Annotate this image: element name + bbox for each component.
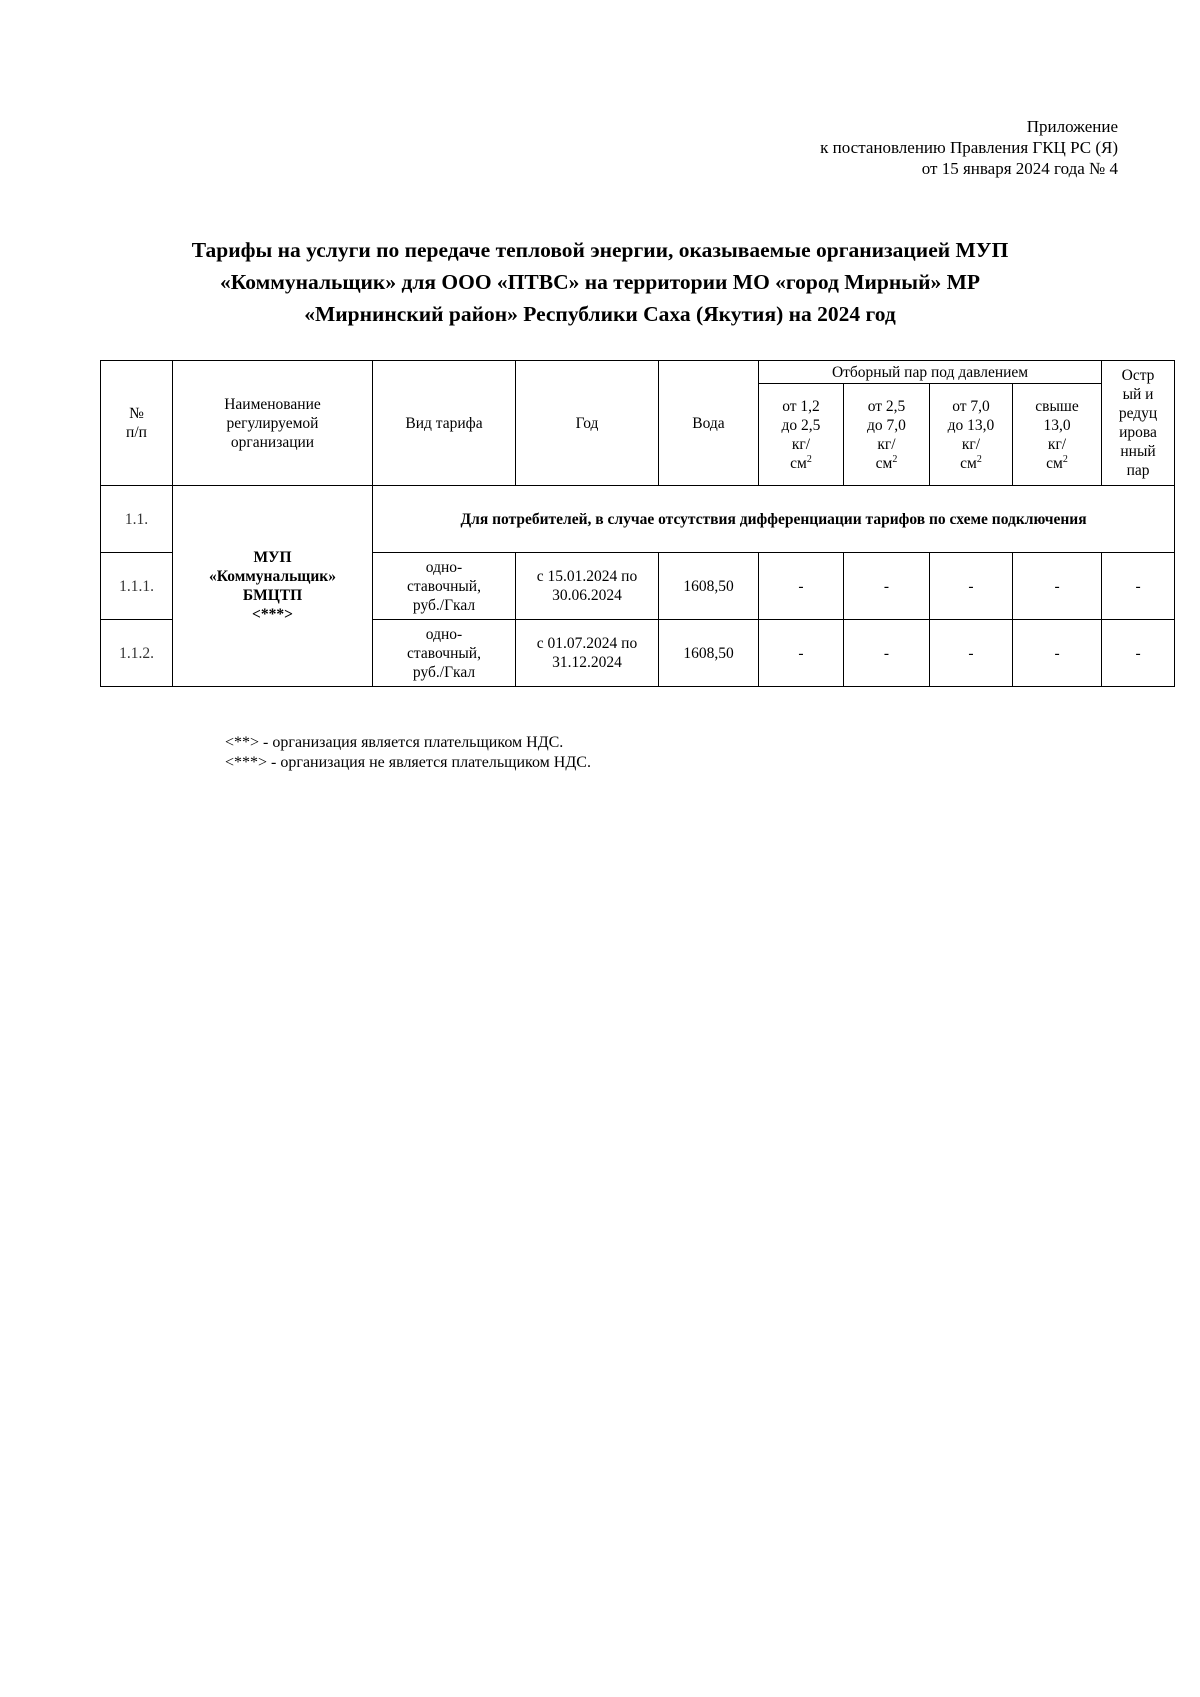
row-steam-1-value: - [759,620,844,687]
title-line-2: «Коммунальщик» для ООО «ПТВС» на территории МО «город Мирный» МР [219,270,981,294]
row-steam-1-value: - [759,553,844,620]
title-line-1: Тарифы на услуги по передаче тепловой энергии, оказываемые организацией МУП [191,238,1009,262]
row-tariff-type: одно- ставочный, руб./Гкал [373,620,516,687]
header-tariff-type: Вид тарифа [373,361,516,486]
header-row-1 [101,361,1175,384]
row-water-value: 1608,50 [659,620,759,687]
row-tariff-type: одно- ставочный, руб./Гкал [373,553,516,620]
appendix-date: от 15 января 2024 года № 4 [921,159,1118,178]
section-num: 1.1. [101,486,173,553]
row-steam-4-value: - [1013,553,1102,620]
section-description: Для потребителей, в случае отсутствия дифференциации тарифов по схеме подключения [373,486,1175,553]
header-steam-group: Отборный пар под давлением [759,361,1102,384]
header-year: Год [516,361,659,486]
row-steam-2-value: - [844,620,930,687]
header-sharp-steam: Остр ый и редуц ирова нный пар [1102,361,1175,486]
header-organization: Наименование регулируемой организации [173,361,373,486]
row-sharp-steam-value: - [1102,620,1175,687]
row-steam-4-value: - [1013,620,1102,687]
table-row [101,486,1175,553]
appendix-block [820,116,1118,179]
row-steam-3-value: - [930,620,1013,687]
row-period: с 01.07.2024 по 31.12.2024 [516,620,659,687]
header-steam-1: от 1,2 до 2,5 кг/ $см^2$ [759,384,844,486]
header-steam-4: свыше 13,0 кг/ $см^2$ [1013,384,1102,486]
row-sharp-steam-value: - [1102,553,1175,620]
header-num: № п/п [101,361,173,486]
title-line-3: «Мирнинский район» Республики Саха (Якутия) на 2024 год [304,302,896,326]
appendix-resolution: к постановлению Правления ГКЦ РС (Я) [820,138,1118,157]
footnote-non-vat-payer: <***> - организация не является плательщиком НДС. [225,754,591,771]
document-title [150,234,1050,330]
row-num: 1.1.2. [101,620,173,687]
row-period: с 15.01.2024 по 30.06.2024 [516,553,659,620]
appendix-label: Приложение [1026,117,1118,136]
tariff-table [100,360,1175,687]
footnotes [225,733,591,773]
header-steam-2: от 2,5 до 7,0 кг/ $см^2$ [844,384,930,486]
footnote-vat-payer: <**> - организация является плательщиком НДС. [225,734,564,751]
row-water-value: 1608,50 [659,553,759,620]
row-steam-2-value: - [844,553,930,620]
header-water: Вода [659,361,759,486]
row-steam-3-value: - [930,553,1013,620]
organization-name: МУП «Коммунальщик» БМЦТП <***> [173,486,373,687]
row-num: 1.1.1. [101,553,173,620]
header-steam-3: от 7,0 до 13,0 кг/ $см^2$ [930,384,1013,486]
